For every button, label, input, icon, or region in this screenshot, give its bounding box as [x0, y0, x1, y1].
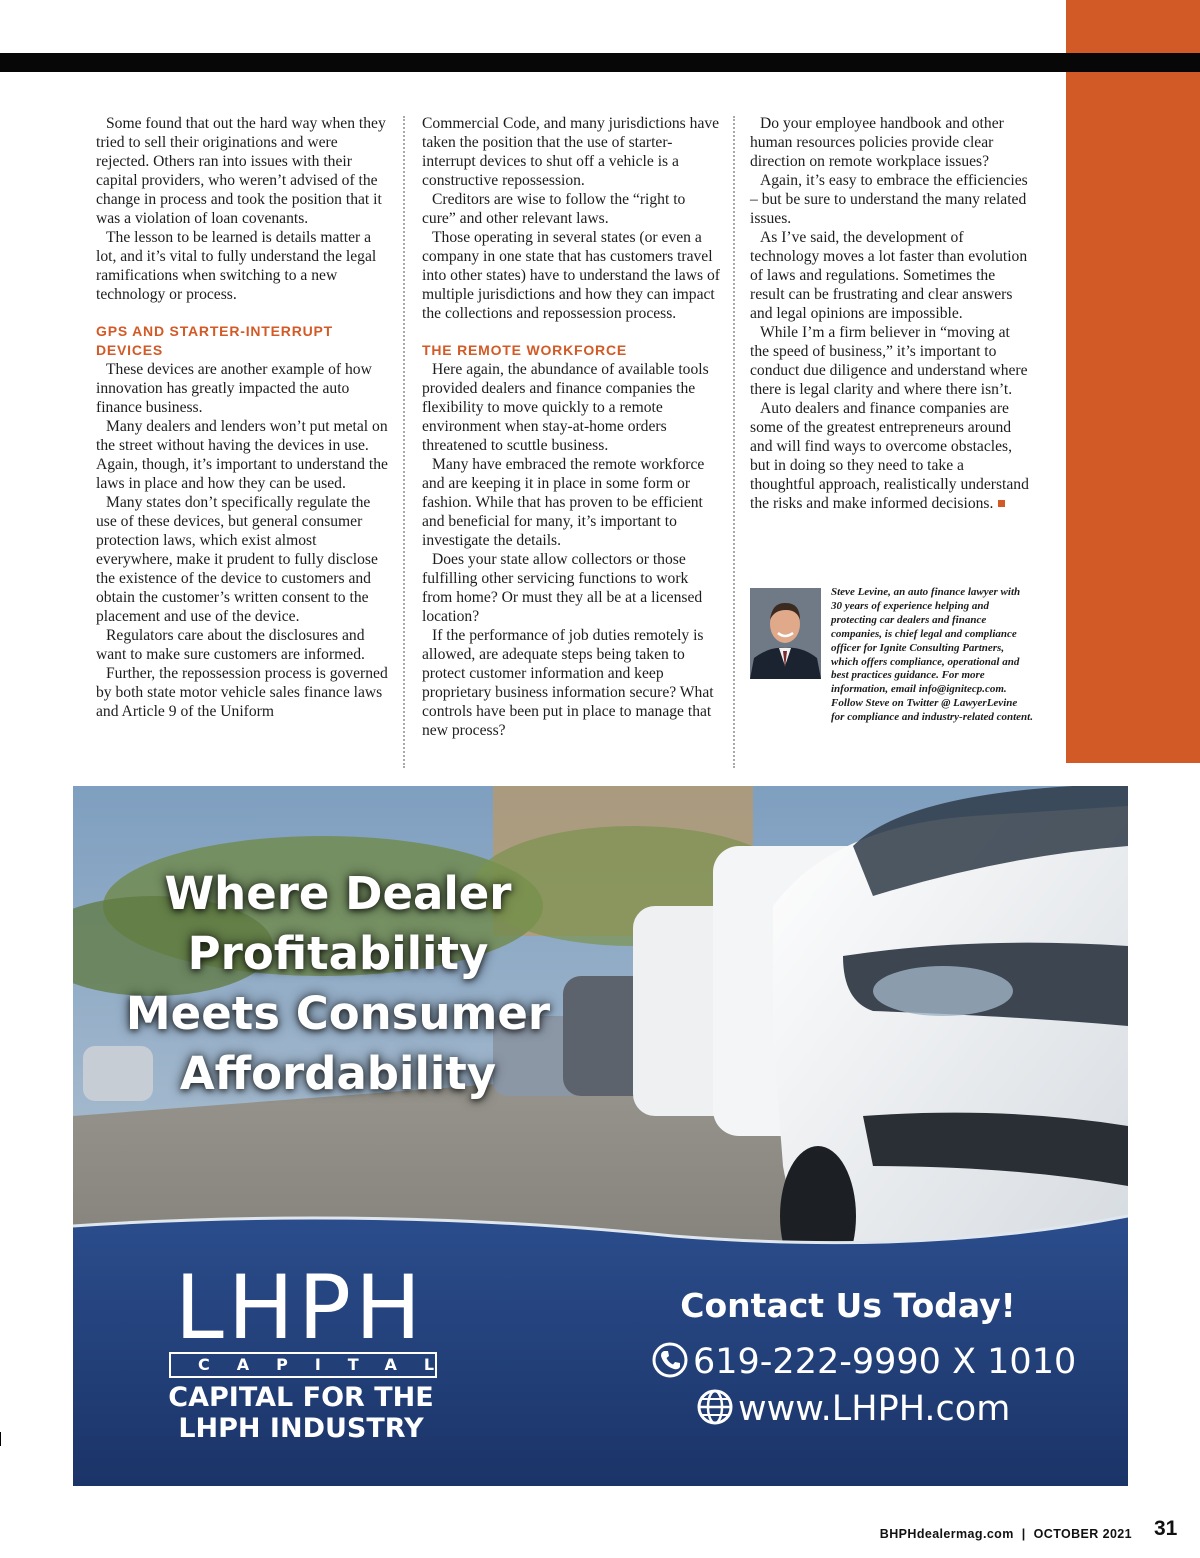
phone-number[interactable]: 619-222-9990 X 1010 [693, 1342, 1077, 1382]
tagline-line: CAPITAL FOR THE [168, 1382, 434, 1413]
lhph-tagline [133, 1382, 469, 1444]
section-heading-remote-workforce: THE REMOTE WORKFORCE [422, 342, 627, 358]
paragraph: Creditors are wise to follow the “right to cure” and other relevant laws. [422, 191, 686, 227]
orange-page-tab [1066, 0, 1200, 763]
paragraph: Further, the repossession process is governed by both state motor vehicle sales finance laws and Article 9 of the Uniform [96, 665, 388, 720]
paragraph: Do your employee handbook and other human resources policies provide clear direction on remote workplace issues? [750, 115, 1004, 170]
footer-issue: OCTOBER 2021 [1033, 1527, 1132, 1541]
page-footer [880, 1527, 1132, 1541]
crop-mark [0, 1432, 1, 1446]
website-link[interactable]: www.LHPH.com [738, 1389, 1011, 1429]
paragraph: Commercial Code, and many jurisdictions have taken the position that the use of starter-interrupt devices to shut off a vehicle is a constructive repossession. [422, 115, 720, 189]
column-divider [733, 116, 735, 768]
footer-separator: | [1021, 1527, 1026, 1541]
paragraph: The lesson to be learned is details matter a lot, and it’s vital to fully understand the legal ramifications when switching to a new technology or process. [96, 229, 377, 303]
headline-line: Affordability [179, 1047, 497, 1100]
paragraph: Many states don’t specifically regulate the use of these devices, but general consumer protection laws, which exist almost everywhere, make it prudent to fully disclose the existence of the device to customers and obtain the customer’s written consent to the placement and use of the device. [96, 494, 378, 625]
paragraph: Many have embraced the remote workforce and are keeping it in place in some form or fashion. While that has proven to be efficient and beneficial for many, it’s important to investigate the details. [422, 456, 705, 549]
paragraph: As I’ve said, the development of technology moves a lot faster than evolution of laws and regulations. Sometimes the result can be frustrating and clear answers and legal opinions are impossible. [750, 229, 1028, 322]
article-column-1 [96, 114, 394, 721]
lhph-logo-capital-box: CAPITAL [169, 1352, 437, 1378]
headline-line: Where Dealer [164, 867, 512, 920]
end-of-article-mark [998, 500, 1005, 507]
headline-line: Meets Consumer [125, 987, 551, 1040]
lhph-capital-advertisement[interactable] [73, 786, 1128, 1486]
article-column-3 [750, 114, 1032, 513]
column-divider [403, 116, 405, 768]
author-bio: Steve Levine, an auto finance lawyer with 30 years of experience helping and protecting car dealers and finance companies, is chief legal and compliance officer for Ignite Consulting Partners, which offers compliance, operational and best practices guidance. For more information, email info@ignitecp.com. Follow Steve on Twitter @ LawyerLevine for compliance and industry-related content. [831, 586, 1033, 724]
contact-phone[interactable] [651, 1341, 1081, 1383]
globe-icon [696, 1388, 734, 1426]
article-column-2 [422, 114, 720, 740]
closing-paragraph-text: Auto dealers and finance companies are some of the greatest entrepreneurs around and will find ways to overcome obstacles, but in doing so they need to take a thoughtful approach, realistically understand the risks and make informed decisions. [750, 400, 1029, 512]
paragraph: If the performance of job duties remotely is allowed, are adequate steps being taken to protect customer information and keep proprietary business information secure? What controls have been put in place to manage that new process? [422, 627, 714, 739]
paragraph: Some found that out the hard way when they tried to sell their originations and were rejected. Others ran into issues with their capital providers, who weren’t advised of the change in process and took the position that it was a violation of loan covenants. [96, 115, 386, 227]
paragraph: Here again, the abundance of available tools provided dealers and finance companies the flexibility to move quickly to a remote environment when stay-at-home orders threatened to scuttle business. [422, 361, 709, 454]
paragraph [750, 399, 1032, 513]
contact-website[interactable] [696, 1388, 1126, 1430]
phone-icon [651, 1341, 689, 1379]
section-heading-gps: GPS AND STARTER-INTERRUPT DEVICES [96, 323, 333, 358]
paragraph: Again, it’s easy to embrace the efficiencies – but be sure to understand the many related issues. [750, 172, 1028, 227]
headline-line: Profitability [187, 927, 489, 980]
paragraph: Regulators care about the disclosures and want to make sure customers are informed. [96, 627, 365, 663]
paragraph: While I’m a firm believer in “moving at the speed of business,” it’s important to conduct due diligence and understand where there is legal clarity and where there isn’t. [750, 324, 1028, 398]
paragraph: Does your state allow collectors or those fulfilling other servicing functions to work from home? Or must they all be at a licensed location? [422, 551, 703, 625]
footer-site: BHPHdealermag.com [879, 1527, 1014, 1541]
paragraph: These devices are another example of how innovation has greatly impacted the auto finance business. [96, 361, 372, 416]
paragraph: Many dealers and lenders won’t put metal on the street without having the devices in use. Again, though, it’s important to understand the laws in place and how they can be used. [96, 418, 388, 492]
author-photo [750, 588, 821, 679]
ad-headline [125, 864, 551, 1104]
page-number: 31 [1154, 1517, 1178, 1540]
lhph-logo-wordmark: LHPH [174, 1256, 426, 1359]
top-rule-bar [0, 53, 1200, 72]
contact-heading: Contact Us Today! [680, 1286, 1016, 1325]
paragraph: Those operating in several states (or even a company in one state that has customers travel into other states) have to understand the laws of multiple jurisdictions and how they can impact the collections and repossession process. [422, 229, 720, 322]
tagline-line: LHPH INDUSTRY [178, 1413, 424, 1444]
